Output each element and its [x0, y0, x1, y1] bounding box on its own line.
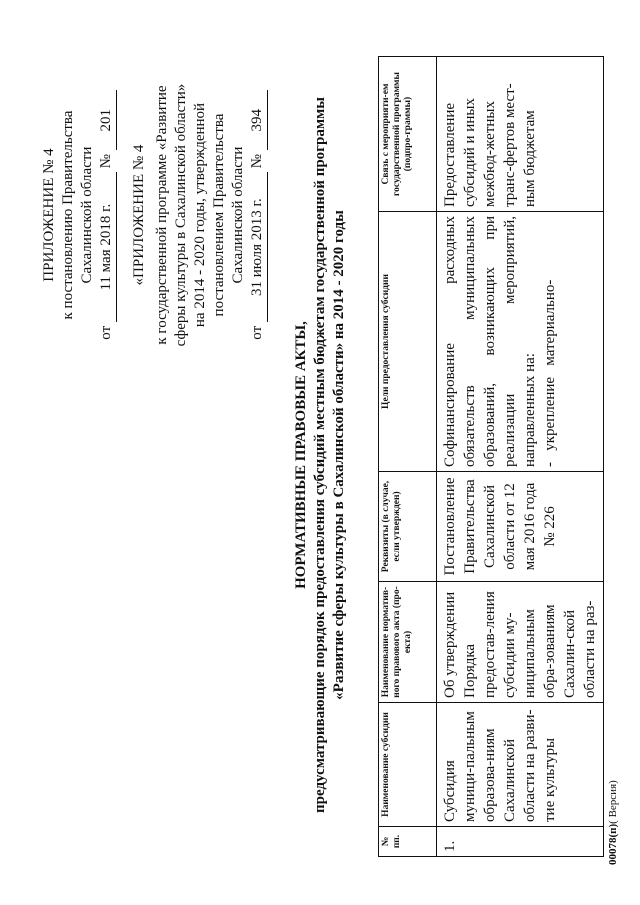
heading-subtitle: «Развитие сферы культуры в Сахалинской области» на 2014 - 2020 годы	[331, 210, 347, 700]
appendix-line: сферы культуры в Сахалинской области»	[173, 83, 189, 347]
appendix-line: Сахалинской области	[79, 146, 95, 284]
program-date: 31 июля 2013 г.	[248, 172, 268, 322]
document-version: ( Версия)	[607, 780, 619, 824]
program-number: 394	[248, 90, 268, 150]
cell-purpose	[437, 212, 604, 472]
number-label: №	[249, 154, 265, 169]
cell-subsidy: Субсидия муници-пальным образова-ниям Сахалинской области на разви-тие культуры	[437, 703, 604, 827]
cell-number: 1.	[437, 827, 604, 857]
appendix-line: Сахалинской области	[230, 146, 246, 284]
column-header-subsidy: Наименование субсидии	[379, 703, 437, 827]
regulations-table	[378, 56, 604, 857]
appendix-line: постановлением Правительства	[211, 113, 227, 317]
column-header-number: № пп.	[379, 827, 437, 857]
column-header-link: Связь с мероприяти-ем государственной программы (подпро-граммы)	[379, 57, 437, 212]
from-label: от	[98, 325, 114, 340]
appendix-title: ПРИЛОЖЕНИЕ № 4	[41, 148, 57, 282]
resolution-number: 201	[97, 90, 117, 150]
appendix-date-line	[248, 45, 268, 385]
purpose-text: Софинансирование расходных обязательств муниципальных образований, возникающих при реализации мероприятий, направленных на:	[442, 216, 538, 467]
column-header-details: Реквизиты (в случае, если утвержден)	[379, 472, 437, 582]
appendix-title: «ПРИЛОЖЕНИЕ № 4	[131, 144, 147, 286]
cell-details: Постановление Правительства Сахалинской области от 12 мая 2016 года № 226	[437, 472, 604, 582]
column-header-purpose: Цели предоставления субсидии	[379, 212, 437, 472]
column-header-act: Наименование норматив-ного правового акта (про-екта)	[379, 582, 437, 703]
appendix-date-line	[97, 45, 117, 385]
heading-title: НОРМАТИВНЫЕ ПРАВОВЫЕ АКТЫ,	[293, 321, 309, 589]
resolution-date: 11 мая 2018 г.	[97, 172, 117, 322]
heading-subtitle: предусматривающие порядок предоставления субсидий местным бюджетам государственной программы	[312, 97, 328, 813]
appendix-line: на 2014 - 2020 годы, утвержденной	[192, 102, 208, 328]
document-code: 00078(п)	[607, 823, 619, 865]
table-row	[437, 57, 604, 857]
appendix-resolution-block	[40, 45, 117, 385]
purpose-bullet: - укрепление материально-	[542, 279, 558, 467]
number-label: №	[98, 154, 114, 169]
appendix-program-block	[130, 45, 268, 385]
appendix-line: к постановлению Правительства	[60, 110, 76, 320]
appendix-line: к государственной программе «Развитие	[154, 85, 170, 345]
document-footer	[607, 780, 619, 865]
from-label: от	[249, 325, 265, 340]
cell-link: Предоставление субсидий и иных межбюд-жетных транс-фертов мест-ным бюджетам	[437, 57, 604, 212]
table-header-row	[379, 57, 437, 857]
cell-act: Об утверждении Порядка предостав-ления субсидии му-ниципальным обра-зованиям Сахалин-ской области на раз-	[437, 582, 604, 703]
document-heading	[292, 65, 349, 845]
